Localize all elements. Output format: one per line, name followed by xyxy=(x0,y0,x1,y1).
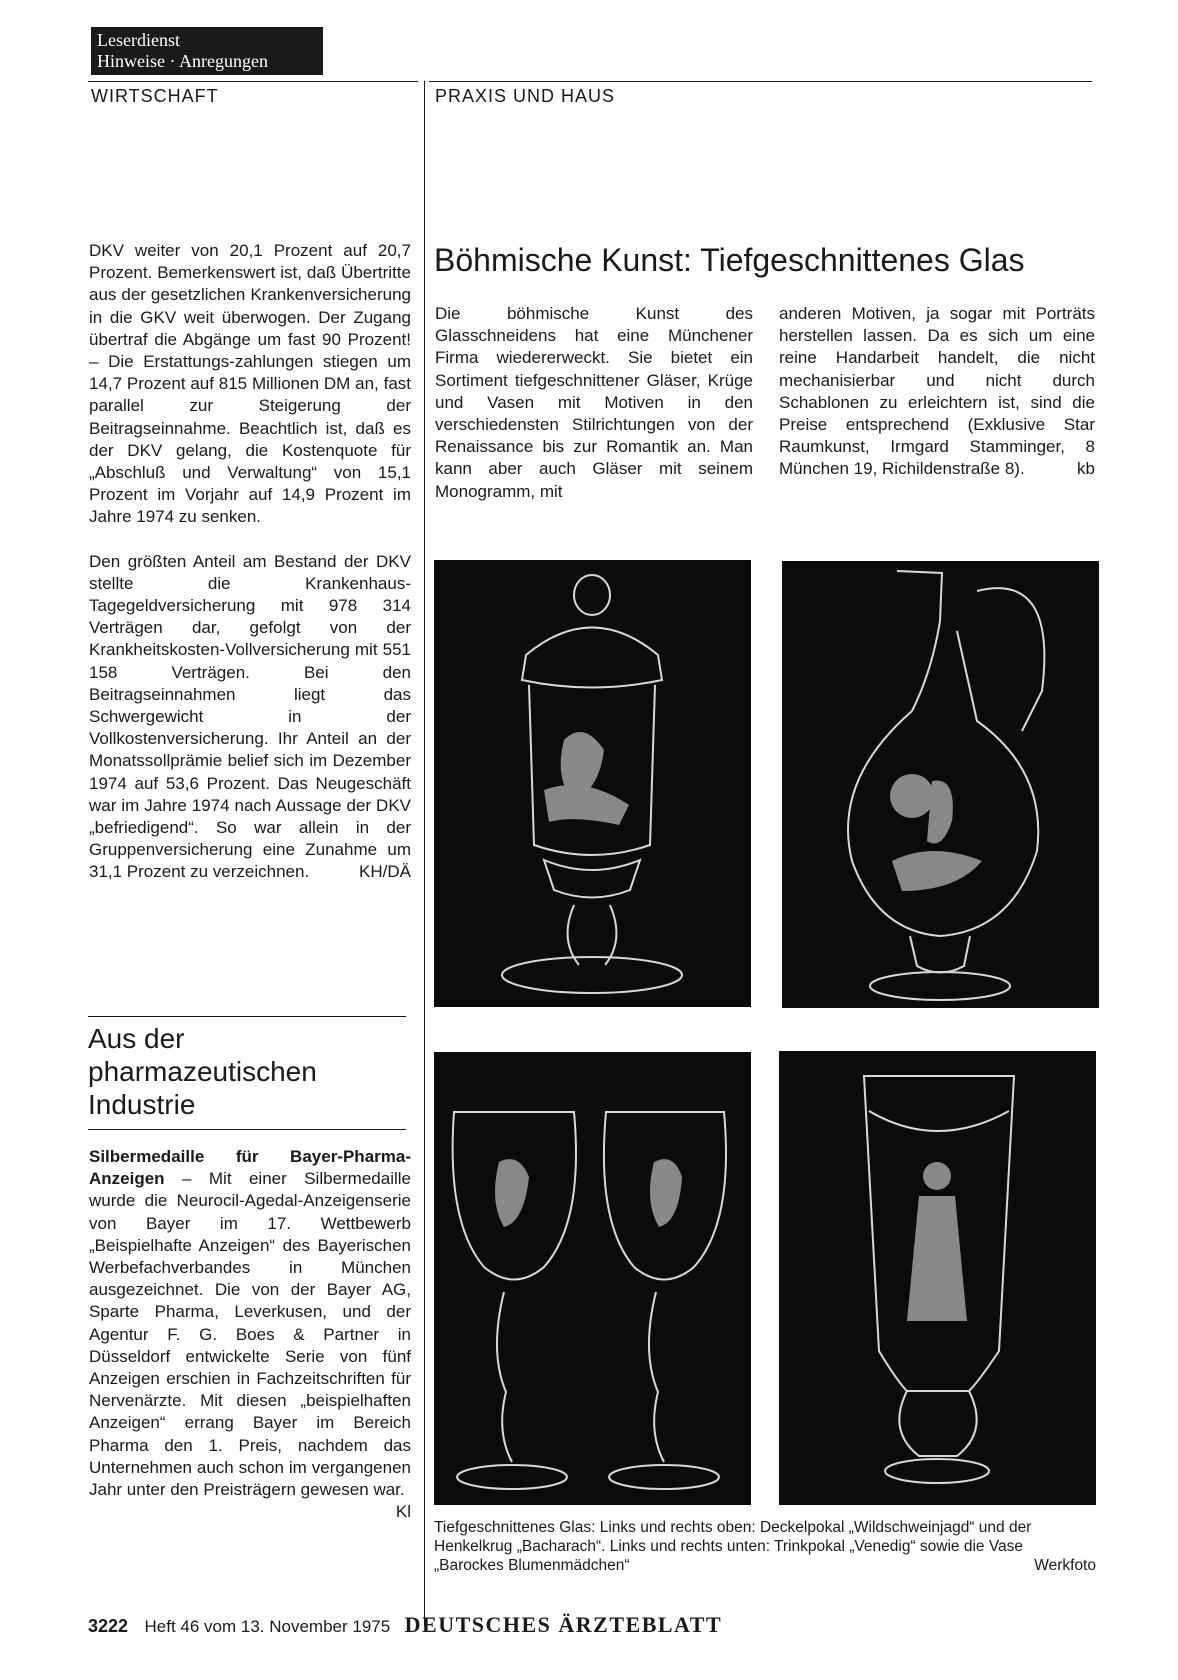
paragraph-dkv-1: DKV weiter von 20,1 Prozent auf 20,7 Prozent. Bemerkenswert ist, daß Übertritte aus der gesetzlichen Krankenversicherung in die GKV weit überwogen. Der Zugang übertraf die Abgänge um fast 90 Prozent! – Die Erstattungs-zahlungen stiegen um 14,7 Prozent auf 815 Millionen DM an, fast parallel zur Steigerung der Beitragseinnahme. Beachtlich ist, daß es der DKV gelang, die Kostenquote für „Abschluß und Verwaltung“ von 15,1 Prozent im Vorjahr auf 14,9 Prozent im Jahre 1974 zu senken. xyxy=(89,241,411,527)
paragraph-dkv-2-text: Den größten Anteil am Bestand der DKV stellte die Krankenhaus-Tagegeldversicherung mit 978 314 Verträgen dar, gefolgt von der Krankheitskosten-Vollversicherung mit 551 158 Verträgen. Bei den Beitragseinnahmen liegt das Schwergewicht in der Vollkostenversicherung. Ihr Anteil an der Monatssollprämie belief sich im Dezember 1974 auf 53,6 Prozent. Das Neugeschäft war im Jahre 1974 nach Aussage der DKV „befriedigend“. So war allein in der Gruppenversicherung eine Zunahme um 31,1 Prozent zu verzeichnen. xyxy=(89,551,411,882)
drinking-glasses-image xyxy=(434,1052,751,1505)
article-headline: Böhmische Kunst: Tiefgeschnittenes Glas xyxy=(434,242,1025,278)
article-paragraph-b xyxy=(779,303,1095,481)
label-line-2: Hinweise · Anregungen xyxy=(97,51,268,71)
paragraph-bayer xyxy=(89,1146,411,1522)
photo-drinking-glasses xyxy=(434,1052,751,1505)
column-divider xyxy=(424,81,425,1626)
vase-image xyxy=(779,1051,1096,1505)
jug-image xyxy=(782,561,1099,1008)
photo-caption-text: Tiefgeschnittenes Glas: Links und rechts oben: Deckelpokal „Wildschweinjagd“ und der Henkelkrug „Bacharach“. Links und rechts unten: Trinkpokal „Venedig“ sowie die Vase „Barockes Blumenmädchen“ xyxy=(434,1519,1032,1574)
top-rule-left xyxy=(88,81,418,82)
subhead-pharma: Aus der pharmazeutischen Industrie xyxy=(88,1023,317,1120)
subhead-rule-bottom xyxy=(88,1129,406,1130)
paragraph-bayer-lead: Silbermedaille für Bayer-Pharma-Anzeigen xyxy=(89,1147,411,1189)
pharma-body xyxy=(89,1146,411,1523)
photo-caption xyxy=(434,1518,1096,1575)
page-footer xyxy=(88,1612,722,1638)
section-label-praxis: PRAXIS UND HAUS xyxy=(435,86,616,106)
photo-covered-goblet xyxy=(434,560,751,1007)
photo-vase xyxy=(779,1051,1096,1505)
top-rule-right xyxy=(429,81,1092,82)
author-sign-kl: Kl xyxy=(395,1502,411,1522)
article-text-col-a xyxy=(435,303,753,503)
covered-goblet-image xyxy=(434,560,751,1007)
photo-credit: Werkfoto xyxy=(1034,1557,1096,1574)
author-sign-khda: KH/DÄ xyxy=(359,862,411,882)
article-paragraph-b-text: anderen Motiven, ja sogar mit Porträts herstellen lassen. Da es sich um eine reine Handarbeit handelt, die nicht mechanisierbar und nicht durch Schablonen zu erleichtern ist, sind die Preise entsprechend (Exklusive Star Raumkunst, Irmgard Stamminger, 8 München 19, Richildenstraße 8). xyxy=(779,304,1095,479)
article-text-col-b xyxy=(779,303,1095,481)
paragraph-dkv-2 xyxy=(89,551,411,884)
issue-info: Heft 46 vom 13. November 1975 xyxy=(144,1617,391,1636)
label-line-1: Leserdienst xyxy=(97,30,180,50)
paragraph-bayer-text: – Mit einer Silbermedaille wurde die Neurocil-Agedal-Anzeigenserie von Bayer im 17. Wettbewerb „Beispielhafte Anzeigen“ des Bayerischen Werbefachverbandes in München ausgezeichnet. Die von der Bayer AG, Sparte Pharma, Leverkusen, und der Agentur F. G. Boes & Partner in Düsseldorf entwickelte Serie von fünf Anzeigen erschien in Fachzeitschriften für Nervenärzte. Mit diesen „beispielhaften Anzeigen“ errang Bayer im Bereich Pharma den 1. Preis, nachdem das Unternehmen auch schon im vergangenen Jahr unter den Preisträgern gewesen war. xyxy=(89,1169,411,1500)
article-paragraph-a: Die böhmische Kunst des Glasschneidens hat eine Münchener Firma wiedererweckt. Sie bietet ein Sortiment tiefgeschnittener Gläser, Krüge und Vasen mit Motiven in den verschiedensten Stilrichtungen von der Renaissance bis zur Romantik an. Man kann aber auch Gläser mit seinem Monogramm, mit xyxy=(435,304,753,501)
author-sign-kb: kb xyxy=(1077,459,1095,479)
page-number: 3222 xyxy=(88,1616,129,1636)
section-label-wirtschaft: WIRTSCHAFT xyxy=(91,86,219,106)
photo-jug xyxy=(782,561,1099,1008)
journal-masthead: DEUTSCHES ÄRZTEBLATT xyxy=(404,1612,723,1637)
column-label-box xyxy=(91,27,323,75)
subhead-rule-top xyxy=(88,1016,406,1017)
left-column-body xyxy=(89,240,411,906)
